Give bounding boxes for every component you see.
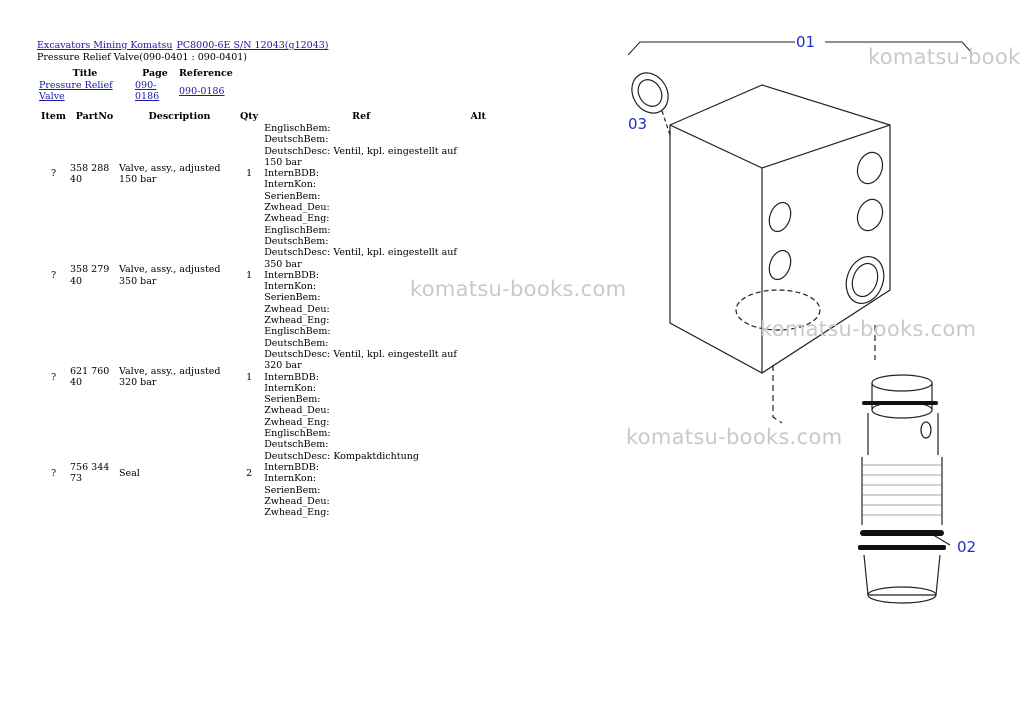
ref-line: InternBDB: (264, 371, 319, 383)
ref-line: Zwhead_Eng: (264, 416, 330, 428)
ref-line: 350 bar (264, 258, 302, 270)
breadcrumb-link-model[interactable]: PC8000-6E S/N 12043(g12043) (176, 40, 329, 51)
header-alt: Alt (470, 110, 486, 122)
cell-ref (258, 225, 458, 327)
header-item: Item (41, 110, 66, 122)
reference-table (37, 67, 235, 102)
ref-header-title: Title (72, 68, 98, 79)
ref-line: SerienBem: (264, 190, 321, 202)
ref-line: DeutschBem: (264, 337, 329, 349)
ref-line: Zwhead_Eng: (264, 213, 330, 225)
callout-01: 01 (796, 33, 816, 51)
ref-line: InternBDB: (264, 269, 319, 281)
cell-qty: 1 (246, 269, 253, 281)
cell-qty: 1 (246, 371, 253, 383)
cell-item: ? (50, 168, 57, 180)
cell-ref (258, 326, 458, 428)
ref-line: InternKon: (264, 473, 317, 485)
ref-line: InternBDB: (264, 168, 319, 180)
ref-line: Zwhead_Eng: (264, 507, 330, 519)
table-row (37, 326, 498, 428)
ref-page-link[interactable]: 090-0186 (135, 80, 160, 102)
ref-line: InternKon: (264, 281, 317, 293)
parts-table-header (37, 109, 498, 123)
cell-alt (458, 326, 498, 428)
ref-line: Zwhead_Deu: (264, 405, 330, 417)
cell-partno: 756 344 73 (70, 461, 110, 485)
ref-line: EnglischBem: (264, 326, 331, 338)
cell-item: ? (50, 269, 57, 281)
cell-description: Valve, assy., adjusted 350 bar (119, 264, 221, 287)
cell-partno: 358 288 40 (70, 162, 110, 185)
cell-alt (458, 123, 498, 225)
table-row (37, 428, 498, 518)
ref-line: Zwhead_Deu: (264, 303, 330, 315)
breadcrumb-link-category[interactable]: Excavators Mining Komatsu (37, 40, 173, 51)
cell-qty: 2 (246, 467, 253, 479)
cell-description: Valve, assy., adjusted 150 bar (119, 162, 221, 185)
ref-line: DeutschBem: (264, 439, 329, 451)
parts-table (37, 109, 498, 518)
cell-description: Valve, assy., adjusted 320 bar (119, 365, 221, 389)
ref-header-page: Page (142, 68, 168, 79)
header-description: Description (148, 110, 211, 122)
ref-line: SerienBem: (264, 394, 321, 406)
cell-partno: 358 279 40 (70, 264, 110, 287)
ref-line: InternKon: (264, 382, 317, 394)
ref-line: DeutschDesc: Ventil, kpl. eingestellt auf (264, 247, 457, 259)
ref-line: SerienBem: (264, 484, 321, 496)
callout-03: 03 (628, 115, 648, 133)
ref-line: EnglischBem: (264, 428, 331, 440)
cell-qty: 1 (246, 168, 253, 180)
ref-line: EnglischBem: (264, 123, 331, 134)
cell-ref (258, 123, 458, 225)
ref-line: InternKon: (264, 179, 317, 191)
cell-ref (258, 428, 458, 518)
ref-line: DeutschBem: (264, 235, 329, 247)
watermark: komatsu-books.com (410, 277, 627, 301)
ref-line: 320 bar (264, 360, 302, 372)
cell-description: Seal (119, 467, 140, 479)
cell-alt (458, 428, 498, 518)
cell-alt (458, 225, 498, 327)
table-row (37, 123, 498, 225)
cell-partno: 621 760 40 (70, 365, 110, 389)
header-ref: Ref (352, 110, 371, 122)
cell-item: ? (50, 371, 57, 383)
ref-reference-link[interactable]: 090-0186 (179, 85, 225, 97)
cell-item: ? (50, 467, 57, 479)
header-qty: Qty (240, 110, 259, 122)
ref-line: 150 bar (264, 156, 302, 168)
page-subtitle: Pressure Relief Valve(090-0401 : 090-0401) (37, 52, 247, 63)
breadcrumb (37, 40, 333, 52)
ref-line: DeutschBem: (264, 134, 329, 146)
header-partno: PartNo (75, 110, 114, 122)
watermark: komatsu-book (868, 45, 1021, 69)
table-row (37, 225, 498, 327)
ref-title-link[interactable]: Pressure Relief Valve (39, 80, 113, 102)
ref-header-reference: Reference (179, 68, 233, 79)
ref-line: DeutschDesc: Ventil, kpl. eingestellt auf (264, 145, 457, 157)
ref-line: DeutschDesc: Kompaktdichtung (264, 450, 419, 462)
ref-line: SerienBem: (264, 292, 321, 304)
ref-line: Zwhead_Deu: (264, 495, 330, 507)
ref-line: Zwhead_Deu: (264, 202, 330, 214)
ref-line: InternBDB: (264, 461, 319, 473)
ref-line: Zwhead_Eng: (264, 315, 330, 327)
callout-02: 02 (957, 538, 977, 556)
ref-line: DeutschDesc: Ventil, kpl. eingestellt auf (264, 348, 457, 360)
watermark: komatsu-books.com (626, 425, 843, 449)
ref-line: EnglischBem: (264, 224, 331, 236)
watermark: komatsu-books.com (760, 317, 977, 341)
